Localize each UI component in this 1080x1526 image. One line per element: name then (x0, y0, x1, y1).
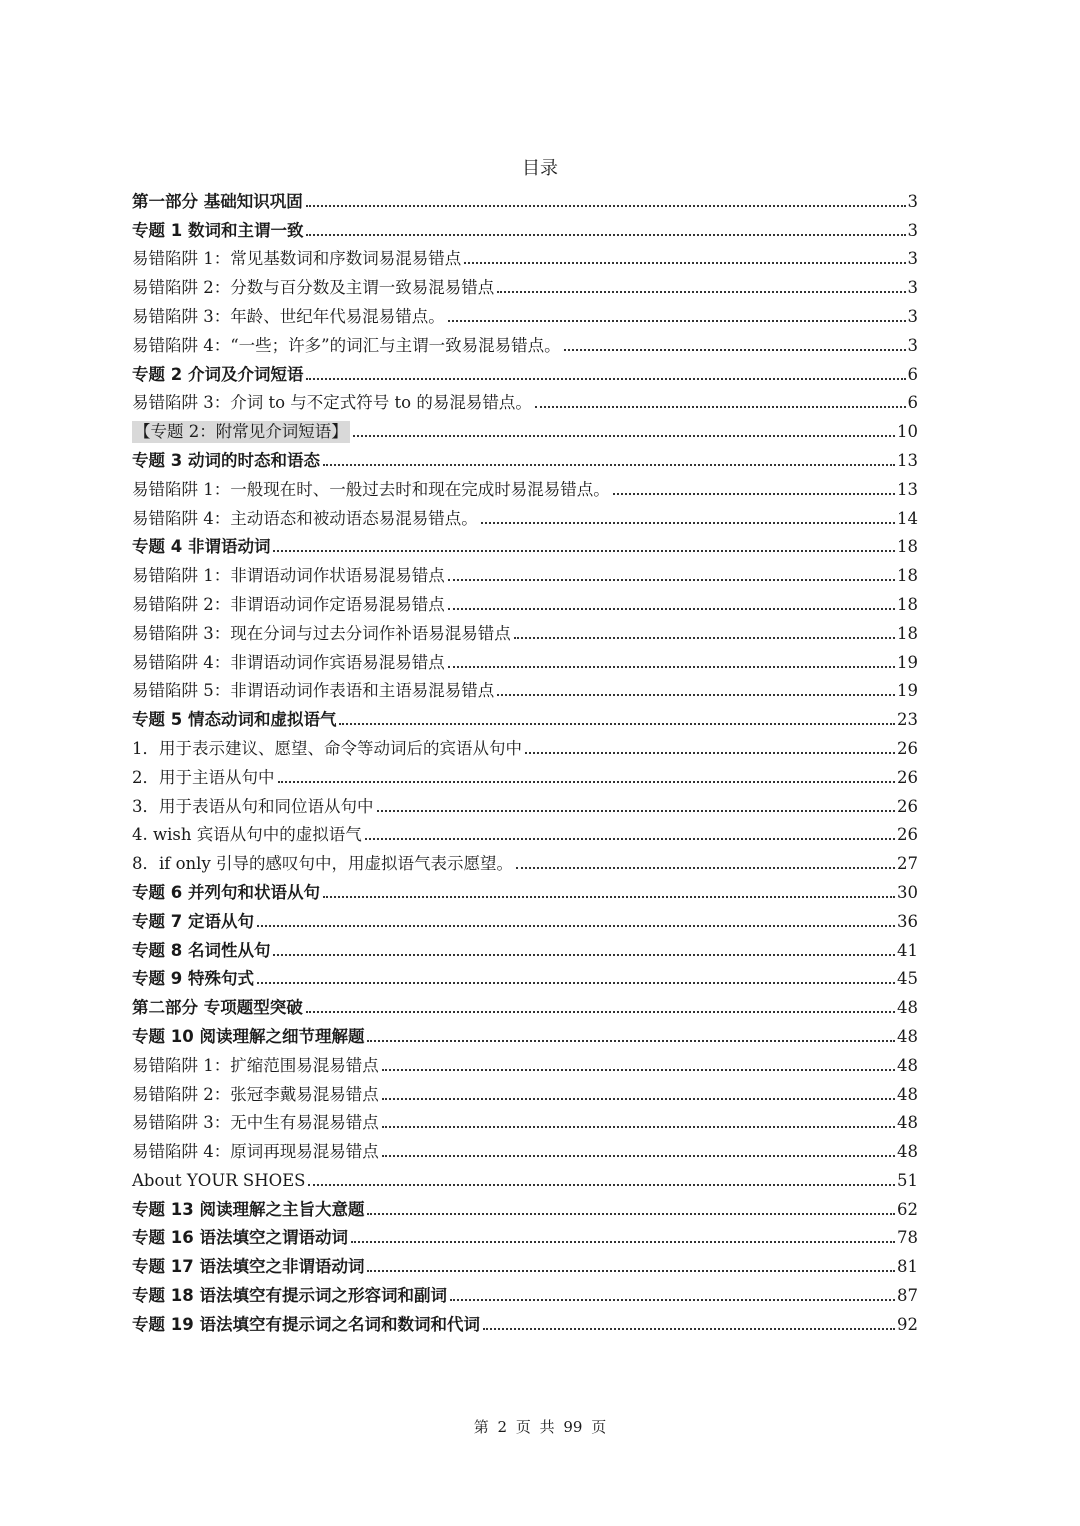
toc-entry-title: 专题 9 特殊句式 (132, 969, 254, 989)
toc-entry-title: 易错陷阱 2：分数与百分数及主谓一致易混易错点 (132, 278, 495, 298)
toc-entry-page: 18 (897, 623, 918, 643)
dot-leader (323, 464, 895, 466)
toc-entry[interactable] (132, 760, 918, 789)
toc-entry-page: 51 (897, 1170, 918, 1190)
toc-entry-title: 专题 13 阅读理解之主旨大意题 (132, 1199, 365, 1219)
toc-entry-title: 8．if only 引导的感叹句中，用虚拟语气表示愿望。 (132, 854, 514, 874)
toc-entry[interactable] (132, 443, 918, 472)
toc-entry-page: 78 (897, 1228, 918, 1248)
toc-entry-title: 专题 6 并列句和状语从句 (132, 882, 320, 902)
dot-leader (382, 1069, 895, 1071)
toc-entry-title: 专题 3 动词的时态和语态 (132, 450, 320, 470)
toc-entry-title: 1．用于表示建议、愿望、命令等动词后的宾语从句中 (132, 738, 522, 758)
dot-leader (382, 1098, 895, 1100)
dot-leader (365, 838, 895, 840)
toc-entry-page: 26 (897, 767, 918, 787)
dot-leader (353, 435, 895, 437)
toc-entry-title: 易错陷阱 4：非谓语动词作宾语易混易错点 (132, 652, 445, 672)
dot-leader (278, 781, 896, 783)
dot-leader (367, 1213, 895, 1215)
dot-leader (306, 378, 905, 380)
dot-leader (382, 1155, 895, 1157)
dot-leader (339, 723, 895, 725)
toc-entry[interactable] (132, 1134, 918, 1163)
toc-entry-title: 易错陷阱 1：扩缩范围易混易错点 (132, 1055, 379, 1075)
toc-entry-title: About YOUR SHOES (132, 1170, 306, 1190)
toc-entry-title: 易错陷阱 3：现在分词与过去分词作补语易混易错点 (132, 623, 511, 643)
toc-entry[interactable] (132, 414, 918, 443)
dot-leader (535, 406, 906, 408)
toc-entry-page: 30 (897, 882, 918, 902)
toc-entry-title: 专题 5 情态动词和虚拟语气 (132, 710, 337, 730)
toc-entry-title: 专题 2 介词及介词短语 (132, 364, 304, 384)
dot-leader (450, 1299, 895, 1301)
toc-entry-page: 45 (897, 969, 918, 989)
toc-entry[interactable] (132, 184, 918, 213)
toc-entry-title: 易错陷阱 2：张冠李戴易混易错点 (132, 1084, 379, 1104)
toc-entry-page: 48 (897, 1142, 918, 1162)
toc-entry-title: 专题 10 阅读理解之细节理解题 (132, 1026, 365, 1046)
toc-entry-page: 19 (897, 681, 918, 701)
dot-leader (613, 493, 895, 495)
toc-entry[interactable] (132, 213, 918, 242)
toc-entry-title: 专题 8 名词性从句 (132, 940, 271, 960)
table-of-contents (132, 184, 918, 1336)
toc-entry-title: 3．用于表语从句和同位语从句中 (132, 796, 374, 816)
toc-entry-title: 易错陷阱 1：常见基数词和序数词易混易错点 (132, 249, 462, 269)
toc-entry-page: 14 (897, 508, 918, 528)
dot-leader (525, 752, 895, 754)
dot-leader (306, 234, 905, 236)
toc-entry[interactable] (132, 846, 918, 875)
toc-entry-page: 19 (897, 652, 918, 672)
toc-entry-title: 专题 18 语法填空有提示词之形容词和副词 (132, 1286, 447, 1306)
toc-entry-page: 3 (907, 335, 918, 355)
toc-entry[interactable] (132, 242, 918, 271)
toc-entry-page: 27 (897, 854, 918, 874)
toc-entry-title: 易错陷阱 2：非谓语动词作定语易混易错点 (132, 594, 445, 614)
toc-entry[interactable] (132, 1278, 918, 1307)
toc-entry-title: 专题 16 语法填空之谓语动词 (132, 1228, 348, 1248)
page-title: 目录 (522, 158, 558, 179)
toc-entry-page: 18 (897, 566, 918, 586)
toc-entry-page: 36 (897, 911, 918, 931)
toc-entry[interactable] (132, 1163, 918, 1192)
toc-entry[interactable] (132, 299, 918, 328)
dot-leader (273, 954, 895, 956)
toc-entry-title: 专题 1 数词和主谓一致 (132, 220, 304, 240)
dot-leader (306, 205, 906, 207)
toc-entry[interactable] (132, 587, 918, 616)
toc-entry-title: 专题 19 语法填空有提示词之名词和数词和代词 (132, 1314, 480, 1334)
toc-entry-title: 专题 7 定语从句 (132, 911, 254, 931)
toc-entry[interactable] (132, 645, 918, 674)
toc-entry-title: 易错陷阱 4：“一些；许多”的词汇与主谓一致易混易错点。 (132, 335, 561, 355)
toc-entry-page: 48 (897, 1113, 918, 1133)
toc-entry-title: 【专题 2：附常见介词短语】 (134, 422, 348, 442)
toc-entry-page: 48 (897, 1084, 918, 1104)
toc-entry-page: 87 (897, 1286, 918, 1306)
toc-entry[interactable] (132, 904, 918, 933)
toc-entry[interactable] (132, 530, 918, 559)
toc-entry-page: 10 (897, 422, 918, 442)
dot-leader (497, 694, 895, 696)
toc-entry-title: 易错陷阱 4：主动语态和被动语态易混易错点。 (132, 508, 478, 528)
dot-leader (323, 896, 895, 898)
toc-entry-title: 易错陷阱 3：介词 to 与不定式符号 to 的易混易错点。 (132, 393, 532, 413)
toc-entry[interactable] (132, 501, 918, 530)
toc-entry-page: 6 (907, 393, 918, 413)
toc-entry[interactable] (132, 616, 918, 645)
toc-entry-page: 62 (897, 1199, 918, 1219)
toc-entry[interactable] (132, 789, 918, 818)
dot-leader (273, 550, 895, 552)
toc-entry-page: 92 (897, 1314, 918, 1334)
toc-entry[interactable] (132, 875, 918, 904)
page-footer: 第 2 页 共 99 页 (473, 1418, 607, 1436)
toc-entry[interactable] (132, 328, 918, 357)
dot-leader (367, 1270, 895, 1272)
toc-entry-title: 第二部分 专项题型突破 (132, 998, 303, 1018)
toc-entry[interactable] (132, 1221, 918, 1250)
toc-entry[interactable] (132, 1106, 918, 1135)
dot-leader (464, 262, 905, 264)
dot-leader (377, 810, 896, 812)
toc-entry-title: 专题 17 语法填空之非谓语动词 (132, 1257, 365, 1277)
dot-leader (351, 1241, 895, 1243)
toc-entry-page: 3 (907, 249, 918, 269)
toc-entry-title: 2．用于主语从句中 (132, 767, 275, 787)
dot-leader (448, 579, 895, 581)
toc-entry-page: 41 (897, 940, 918, 960)
toc-entry-title: 易错陷阱 1：非谓语动词作状语易混易错点 (132, 566, 445, 586)
toc-entry-page: 13 (897, 479, 918, 499)
dot-leader (367, 1040, 895, 1042)
toc-entry[interactable] (132, 270, 918, 299)
toc-entry[interactable] (132, 1307, 918, 1336)
toc-entry[interactable] (132, 731, 918, 760)
dot-leader (448, 320, 906, 322)
toc-entry-page: 26 (897, 796, 918, 816)
toc-entry-page: 23 (897, 710, 918, 730)
toc-entry-title: 易错陷阱 1：一般现在时、一般过去时和现在完成时易混易错点。 (132, 479, 610, 499)
toc-entry-page: 3 (907, 191, 918, 211)
toc-entry[interactable] (132, 386, 918, 415)
toc-entry-title: 易错陷阱 4：原词再现易混易错点 (132, 1142, 379, 1162)
toc-entry-title: 易错陷阱 3：年龄、世纪年代易混易错点。 (132, 306, 445, 326)
toc-entry-page: 18 (897, 537, 918, 557)
toc-entry-page: 6 (907, 364, 918, 384)
toc-entry-title: 4. wish 宾语从句中的虚拟语气 (132, 825, 362, 845)
dot-leader (481, 522, 895, 524)
toc-entry-title: 易错陷阱 3：无中生有易混易错点 (132, 1113, 379, 1133)
toc-entry[interactable] (132, 1019, 918, 1048)
toc-entry[interactable] (132, 674, 918, 703)
toc-entry-page: 26 (897, 825, 918, 845)
toc-entry[interactable] (132, 962, 918, 991)
toc-entry-page: 81 (897, 1257, 918, 1277)
dot-leader (497, 291, 905, 293)
dot-leader (382, 1126, 895, 1128)
toc-entry-title: 专题 4 非谓语动词 (132, 537, 271, 557)
dot-leader (306, 1011, 895, 1013)
dot-leader (448, 666, 895, 668)
toc-entry-page: 26 (897, 738, 918, 758)
dot-leader (257, 982, 895, 984)
toc-entry[interactable] (132, 1192, 918, 1221)
toc-entry[interactable] (132, 1048, 918, 1077)
dot-leader (448, 608, 895, 610)
dot-leader (514, 637, 895, 639)
toc-entry-page: 48 (897, 1026, 918, 1046)
toc-entry-title: 第一部分 基础知识巩固 (132, 191, 303, 211)
toc-entry[interactable] (132, 933, 918, 962)
toc-entry[interactable] (132, 990, 918, 1019)
toc-entry[interactable] (132, 702, 918, 731)
toc-entry-page: 13 (897, 450, 918, 470)
toc-entry[interactable] (132, 472, 918, 501)
toc-entry[interactable] (132, 1249, 918, 1278)
toc-entry-title: 易错陷阱 5：非谓语动词作表语和主语易混易错点 (132, 681, 495, 701)
toc-entry[interactable] (132, 357, 918, 386)
toc-entry-page: 48 (897, 1055, 918, 1075)
toc-entry[interactable] (132, 1077, 918, 1106)
dot-leader (483, 1328, 895, 1330)
dot-leader (564, 349, 906, 351)
toc-entry[interactable] (132, 558, 918, 587)
dot-leader (516, 867, 895, 869)
toc-entry-page: 3 (907, 220, 918, 240)
dot-leader (257, 925, 895, 927)
toc-entry-page: 48 (897, 998, 918, 1018)
toc-entry[interactable] (132, 818, 918, 847)
toc-entry-page: 3 (907, 278, 918, 298)
toc-entry-page: 18 (897, 594, 918, 614)
toc-entry-page: 3 (907, 306, 918, 326)
dot-leader (308, 1184, 895, 1186)
